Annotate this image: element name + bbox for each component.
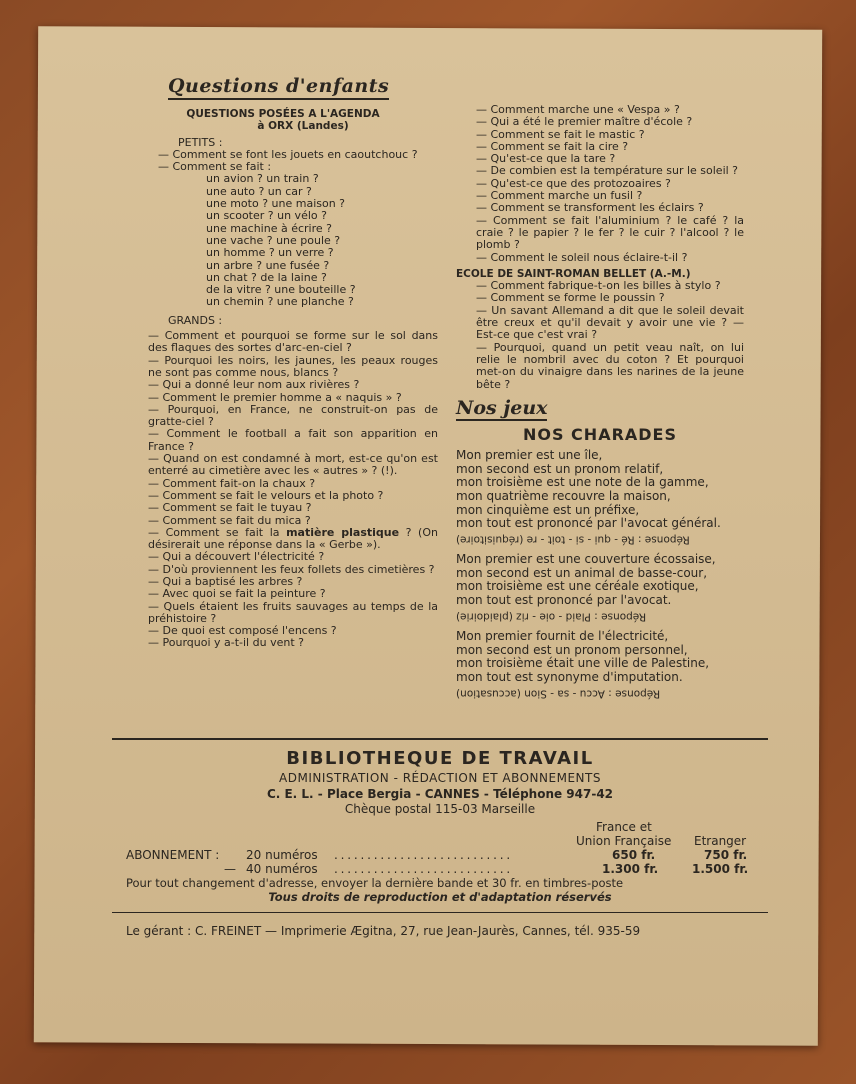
list-item: une machine à écrire ?: [206, 221, 332, 235]
riddle-line: mon second est un animal de basse-cour,: [456, 565, 708, 580]
address-line: C. E. L. - Place Bergia - CANNES - Téléphone 947-42: [266, 787, 614, 801]
riddle-answer-upside-down: Réponse : Plaid - oie - riz (plaidoirie): [456, 610, 647, 623]
grands-list: [128, 330, 438, 650]
list-item: un scooter ? un vélo ?: [206, 209, 327, 223]
list-item: un avion ? un train ?: [206, 172, 319, 186]
row2-dash: —: [224, 862, 236, 876]
list-item: une vache ? une poule ?: [206, 233, 341, 247]
list-item: — Comment se font les jouets en caoutchouc ?: [158, 147, 418, 161]
row1-france-price: 650 fr.: [612, 848, 656, 862]
riddle-line: mon second est un pronom personnel,: [456, 642, 688, 657]
subhead-location: à ORX (Landes): [257, 120, 349, 133]
list-item: de la vitre ? une bouteille ?: [206, 283, 356, 297]
list-item: — Comment marche une « Vespa » ?: [476, 103, 680, 116]
price-row-20: [112, 848, 768, 862]
riddle-1: [456, 449, 744, 545]
footer-top-rule: [112, 738, 768, 740]
riddle-line: mon troisième est une céréale exotique,: [456, 579, 699, 594]
list-item: — Qu'est-ce que la tare ?: [476, 152, 616, 166]
riddle-answer-upside-down: Réponse : Accu - sa - Sion (accusation): [456, 687, 661, 700]
list-item: — Comment se fait l'aluminium ? le café ? la craie ? le papier ? le fer ? le cuir ? l'alcool ? le plomb ?: [476, 213, 744, 252]
list-item: — Comment et pourquoi se forme sur le sol dans des flaques des sortes d'arc-en-ciel ?: [148, 329, 438, 355]
list-item: — Qui a baptisé les arbres ?: [148, 574, 303, 588]
list-item: — Comment se fait le velours et la photo ?: [148, 488, 384, 502]
list-item: — Comment se fait :: [158, 160, 272, 174]
row2-france-price: 1.300 fr.: [602, 862, 659, 876]
list-item: — Pourquoi, en France, ne construit-on pas de gratte-ciel ?: [148, 402, 438, 429]
ecole-heading: ECOLE DE SAINT-ROMAN BELLET (A.-M.): [456, 267, 691, 280]
list-item: — Comment le soleil nous éclaire-t-il ?: [476, 250, 688, 264]
change-address-line: Pour tout changement d'adresse, envoyer la dernière bande et 30 fr. en timbres-poste: [126, 876, 624, 890]
admin-line: ADMINISTRATION - RÉDACTION ET ABONNEMENTS: [279, 771, 601, 785]
riddle-2: [456, 553, 744, 622]
list-item: une moto ? une maison ?: [206, 197, 346, 211]
list-item: — Avec quoi se fait la peinture ?: [148, 587, 326, 601]
riddle-line: mon tout est prononcé par l'avocat.: [456, 593, 672, 608]
price-header-2: [112, 834, 768, 848]
riddle-line: mon tout est synonyme d'imputation.: [456, 670, 683, 685]
riddle-answer-upside-down: Réponse : Ré - qui - si - toit - re (réquisitoire): [456, 533, 690, 546]
col1-head-b: Union Française: [576, 834, 672, 848]
list-item: un chemin ? une planche ?: [206, 295, 354, 309]
bibliotheque-title: BIBLIOTHEQUE DE TRAVAIL: [286, 748, 594, 769]
riddle-line: Mon premier est une couverture écossaise,: [456, 552, 716, 567]
riddle-line: mon tout est prononcé par l'avocat général.: [456, 516, 721, 531]
list-item: — Comment se fait le mastic ?: [476, 127, 645, 141]
list-item: — Quand on est condamné à mort, est-ce qu'on est enterré au cimetière avec les « autres » ? (!).: [148, 452, 438, 478]
riddle-line: mon second est un pronom relatif,: [456, 461, 664, 476]
price-header-1: [112, 820, 768, 834]
gerant-line: [112, 924, 768, 938]
row1-etranger-price: 750 fr.: [704, 848, 748, 862]
list-item: — Comment se forme le poussin ?: [476, 291, 665, 305]
riddle-line: Mon premier est une île,: [456, 448, 603, 463]
list-item: un homme ? un verre ?: [206, 246, 334, 260]
right-questions-list: [456, 104, 744, 264]
list-item: — Comment fabrique-t-on les billes à stylo ?: [476, 279, 721, 293]
col1-head-a: France et: [596, 820, 652, 834]
row1-label: 20 numéros: [246, 848, 318, 862]
riddle-line: Mon premier fournit de l'électricité,: [456, 629, 669, 644]
list-item: — Comment se transforment les éclairs ?: [476, 201, 704, 215]
plastique-after: ? (On désirerait une réponse dans la « Gerbe »).: [148, 525, 438, 552]
riddle-3: [456, 630, 744, 699]
list-item: — Comment se fait le tuyau ?: [148, 501, 312, 515]
plastique-bold: matière plastique: [286, 525, 400, 539]
grands-label: GRANDS :: [168, 313, 223, 327]
charades-heading: NOS CHARADES: [522, 424, 678, 444]
list-item: — Qui a été le premier maître d'école ?: [476, 115, 693, 129]
row1-dots: . . . . . . . . . . . . . . . . . . . . . . . . . . .: [334, 848, 510, 862]
rights-line: Tous droits de reproduction et d'adaptation réservés: [268, 890, 612, 904]
riddle-line: mon troisième était une ville de Palestine,: [456, 656, 710, 671]
list-item: — De quoi est composé l'encens ?: [148, 624, 337, 638]
abonnement-label: ABONNEMENT :: [126, 848, 220, 862]
row2-label: 40 numéros: [246, 862, 318, 876]
list-item: — Pourquoi, quand un petit veau naît, on lui relie le nombril avec du coton ? Et pourquoi met-on du vinaigre dans les narines de la jeune bête ?: [476, 340, 744, 391]
ecole-questions-list: [456, 280, 744, 391]
list-item: — Comment le premier homme a « naquis » ?: [148, 390, 402, 404]
gerant-text: Le gérant : C. FREINET — Imprimerie Ægitna, 27, rue Jean-Jaurès, Cannes, tél. 935-59: [126, 924, 641, 938]
riddle-line: mon quatrième recouvre la maison,: [456, 488, 671, 503]
plastique-before: — Comment se fait la: [148, 525, 287, 539]
jeux-title: Nos jeux: [456, 396, 548, 419]
row2-etranger-price: 1.500 fr.: [692, 862, 749, 876]
list-item: — De combien est la température sur le soleil ?: [476, 164, 739, 178]
page-title: Questions d'enfants: [168, 75, 389, 100]
cheque-line: Chèque postal 115-03 Marseille: [344, 802, 536, 816]
row2-dots: . . . . . . . . . . . . . . . . . . . . . . . . . . .: [334, 862, 510, 876]
list-item: — Comment se fait du mica ?: [148, 513, 311, 527]
list-item: une auto ? un car ?: [206, 184, 312, 198]
col2-head: Etranger: [694, 834, 747, 848]
list-item: — Qu'est-ce que des protozoaires ?: [476, 176, 671, 190]
list-item: — Un savant Allemand a dit que le soleil devait être creux et qu'il devait y avoir une vie ? — Est-ce que c'est vrai ?: [476, 303, 744, 342]
list-item: — Qui a découvert l'électricité ?: [148, 550, 325, 564]
list-item: — D'où proviennent les feux follets des cimetières ?: [148, 562, 435, 576]
footer: [112, 748, 768, 904]
list-item: — Pourquoi les noirs, les jaunes, les peaux rouges ne sont pas comme nous, blancs ?: [148, 353, 438, 379]
list-item: — Pourquoi y a-t-il du vent ?: [148, 636, 304, 650]
list-item-plastique: [128, 527, 438, 552]
list-item: un chat ? de la laine ?: [206, 270, 327, 284]
list-item: — Comment le football a fait son apparition en France ?: [148, 427, 438, 453]
list-item: — Comment marche un fusil ?: [476, 189, 643, 203]
price-row-40: [112, 862, 768, 876]
left-column: [128, 75, 438, 650]
right-column: [456, 104, 744, 699]
riddle-line: mon cinquième est un préfixe,: [456, 502, 640, 517]
list-item: — Quels étaient les fruits sauvages au temps de la préhistoire ?: [148, 599, 438, 625]
subhead-questions: QUESTIONS POSÉES A L'AGENDA: [186, 108, 380, 120]
list-item: un arbre ? une fusée ?: [206, 258, 330, 272]
footer-bottom-rule: [112, 912, 768, 913]
list-item: — Comment fait-on la chaux ?: [148, 476, 316, 490]
list-item: — Qui a donné leur nom aux rivières ?: [148, 378, 360, 392]
list-item: — Comment se fait la cire ?: [476, 139, 629, 153]
petits-list: [128, 149, 438, 309]
petits-label: PETITS :: [178, 135, 223, 149]
riddle-line: mon troisième est une note de la gamme,: [456, 475, 709, 490]
